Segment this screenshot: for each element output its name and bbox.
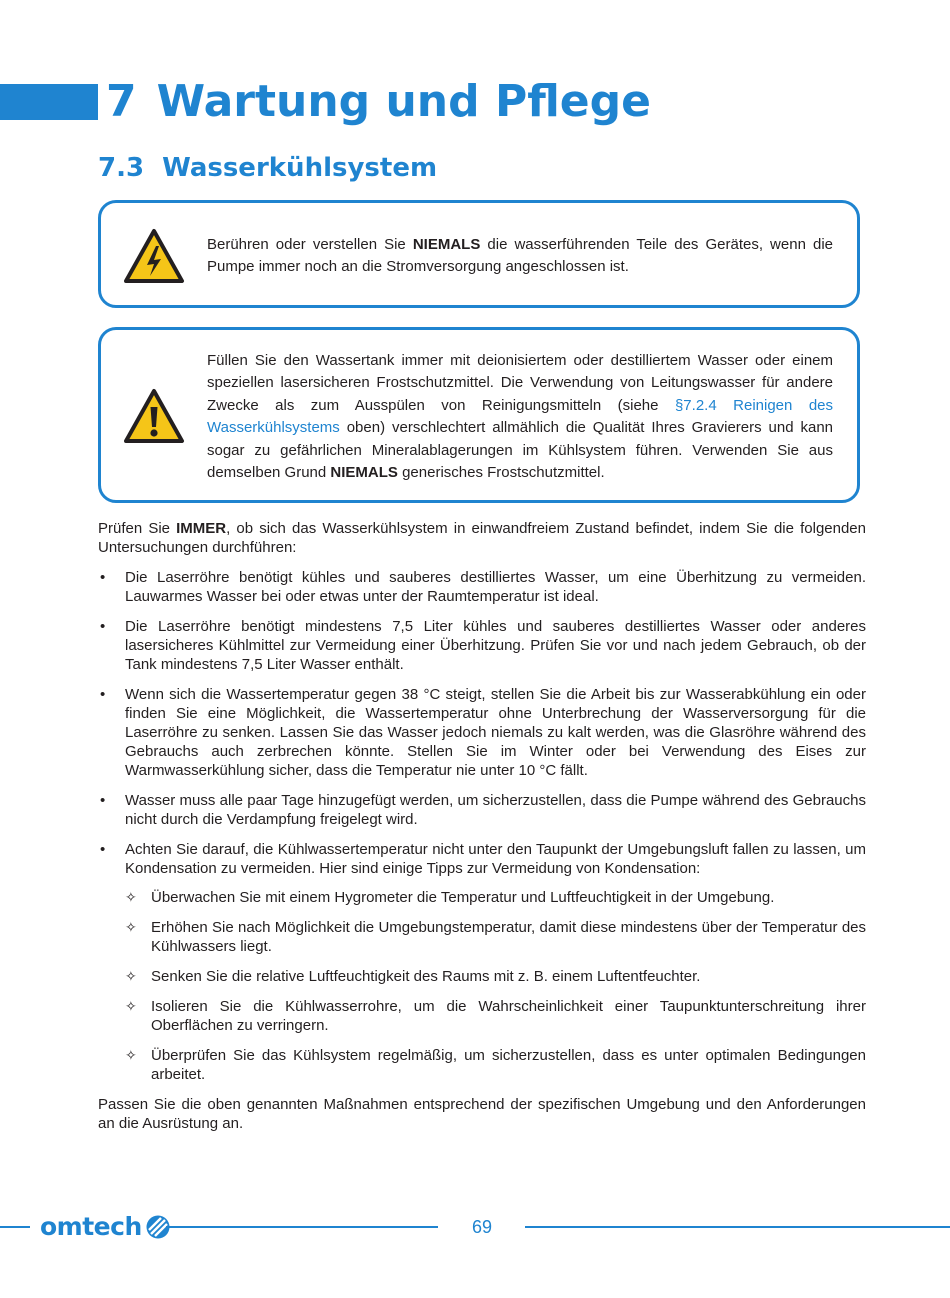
diamond-bullet-icon: ✧: [125, 998, 137, 1014]
condensation-tips-list: [125, 888, 866, 1084]
main-content: [98, 519, 866, 1133]
list-item: • Wenn sich die Wassertemperatur gegen 38 °C steigt, stellen Sie die Arbeit bis zur Wasserabkühlung ein oder finden Sie eine Möglichkeit, die Wassertemperatur ohne Unterbrechung der Wasserversorgung für die Laserröhre zu senken. Lassen Sie das Wasser jedoch niemals zu kalt werden, was die Glasröhre während des Gebrauchs auch zerbrechen könnte. Stellen Sie im Winter oder bei Verwendung des Eises zur Warmwasserkühlung sicher, dass die Temperatur nie unter 10 °C fällt.: [100, 686, 866, 779]
warning-exclamation-icon: [123, 388, 185, 450]
chapter-title: [106, 74, 651, 130]
bullet-icon: •: [100, 792, 106, 809]
omtech-logo: [40, 1211, 171, 1243]
diamond-bullet-icon: ✧: [125, 919, 137, 935]
sub-list-item: ✧ Senken Sie die relative Luftfeuchtigkeit des Raums mit z. B. einem Luftentfeuchter.: [125, 968, 701, 985]
footer-divider: [166, 1226, 438, 1228]
emphasis-always: IMMER: [176, 520, 227, 537]
electric-warning-text: Berühren oder verstellen Sie NIEMALS die wasserführenden Teile des Gerätes, wenn die Pumpe immer noch an die Stromversorgung angeschlossen ist.: [207, 236, 833, 276]
list-item: • Die Laserröhre benötigt mindestens 7,5 Liter kühles und sauberes destilliertes Wasser oder anderes lasersicheres Kühlmittel zur Vermeidung einer Überhitzung. Prüfen Sie vor und nach jedem Gebrauch, ob der Tank mindestens 7,5 Liter Wasser enthält.: [100, 618, 866, 673]
page-number: 69: [471, 1217, 493, 1237]
bullet-icon: •: [100, 618, 106, 635]
footer-divider: [0, 1226, 30, 1228]
section-title: [98, 150, 437, 186]
closing-paragraph: Passen Sie die oben genannten Maßnahmen entsprechend der spezifischen Umgebung und den Anforderungen an die Ausrüstung an.: [98, 1096, 866, 1132]
section-title-text: Wasserkühlsystem: [162, 153, 438, 183]
sub-list-item: ✧ Isolieren Sie die Kühlwasserrohre, um die Wahrscheinlichkeit einer Taupunktunterschreitung ihrer Oberflächen zu verringern.: [125, 998, 866, 1034]
emphasis-never: NIEMALS: [412, 236, 481, 253]
sub-list-item: ✧ Überwachen Sie mit einem Hygrometer die Temperatur und Luftfeuchtigkeit in der Umgebung.: [125, 889, 775, 906]
sub-list-item: ✧ Überprüfen Sie das Kühlsystem regelmäßig, um sicherzustellen, dass es unter optimalen Bedingungen arbeitet.: [125, 1047, 866, 1083]
intro-paragraph: Prüfen Sie IMMER, ob sich das Wasserkühlsystem in einwandfreiem Zustand befindet, indem Sie die folgenden Untersuchungen durchführen:: [98, 520, 866, 556]
cleaning-section-link[interactable]: §7.2.4 Reinigen des Wasserkühlsystems: [207, 396, 834, 437]
inspection-list: [98, 568, 866, 1084]
sub-list-item: ✧ Erhöhen Sie nach Möglichkeit die Umgebungstemperatur, damit diese mindestens über der Temperatur des Kühlwassers liegt.: [125, 919, 866, 955]
footer-divider: [525, 1226, 950, 1228]
section-number: 7.3: [98, 153, 145, 183]
chapter-title-text: Wartung und Pflege: [156, 76, 651, 127]
chapter-number: 7: [106, 76, 137, 127]
diamond-bullet-icon: ✧: [125, 1047, 137, 1063]
diamond-bullet-icon: ✧: [125, 968, 137, 984]
bullet-icon: •: [100, 686, 106, 703]
diamond-bullet-icon: ✧: [125, 889, 137, 905]
water-warning-text: Füllen Sie den Wassertank immer mit deionisiertem oder destilliertem Wasser oder einem speziellen lasersicheren Frostschutzmittel. Die Verwendung von Leitungswasser für andere Zwecke als zum Ausspülen von Reinigungsmitteln (siehe §7.2.4 Reinigen des Wasserkühlsystems oben) verschlechtert allmählich die Qualität Ihres Gravierers und kann sogar zu gefährlichen Mineralablagerungen im Kühlsystem führen. Verwenden Sie aus demselben Grund NIEMALS generisches Frostschutzmittel.: [207, 352, 834, 482]
electric-hazard-icon: [123, 228, 185, 290]
chapter-accent-bar: [0, 84, 98, 120]
list-item: • Die Laserröhre benötigt kühles und sauberes destilliertes Wasser, um eine Überhitzung zu vermeiden. Lauwarmes Wasser bei oder etwas unter der Raumtemperatur ist ideal.: [100, 569, 866, 605]
bullet-icon: •: [100, 841, 106, 858]
list-item: • Wasser muss alle paar Tage hinzugefügt werden, um sicherzustellen, dass die Pumpe während des Gebrauchs nicht durch die Verdampfung freigelegt wird.: [100, 792, 866, 828]
bullet-icon: •: [100, 569, 106, 586]
emphasis-never: NIEMALS: [330, 464, 398, 482]
electric-warning-callout: [98, 200, 860, 308]
water-warning-callout: [98, 327, 860, 503]
list-item: • Achten Sie darauf, die Kühlwassertemperatur nicht unter den Taupunkt der Umgebungsluft fallen zu lassen, um Kondensation zu vermeiden. Hier sind einige Tipps zur Vermeidung von Kondensation: ✧ Überwachen Sie mit einem Hygrometer die Temperatur und Luftfeuchtigkeit in der Umgebung. ✧ Erhöhen Sie nach Möglichkeit die Umgebungstemperatur, damit diese mindestens über der Temperatur des Kühlwassers liegt. ✧ Senken Sie die relative Luftfeuchtigkeit des Raums mit z. B. einem Luftentfeuchter. ✧ Isolieren Sie die Kühlwasserrohre, um die Wahrscheinlichkeit einer Taupunktunterschreitung ihrer Oberflächen zu verringern. ✧ Überprüfen Sie das Kühlsystem regelmäßig, um sicherzustellen, dass es unter optimalen Bedingungen arbeitet.: [100, 841, 866, 1083]
logo-text: omtech: [40, 1212, 142, 1241]
